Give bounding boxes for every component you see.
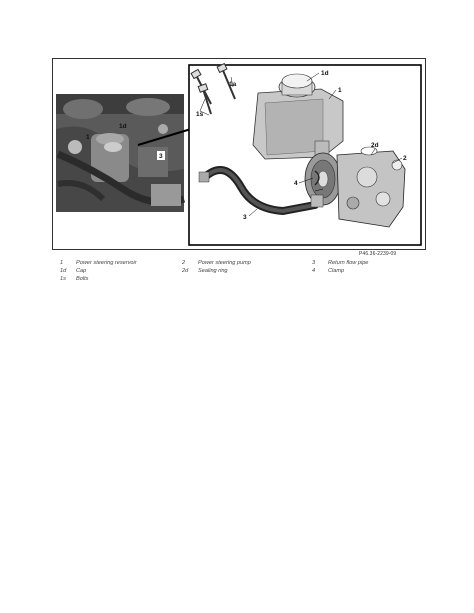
inset-callout-1d: 1d <box>119 123 127 130</box>
callout-1s: 1s <box>196 111 204 118</box>
legend-item: 4 Clamp <box>312 268 345 274</box>
inset-callout-1: 1 <box>86 134 90 141</box>
legend-item: 1d Cap <box>60 268 87 274</box>
legend-item: 2 Power steering pump <box>182 260 251 266</box>
legend-item: 1s Bolts <box>60 276 89 282</box>
callout-2d: 2d <box>371 142 379 149</box>
callout-3: 3 <box>243 214 247 221</box>
legend-item: 3 Return flow pipe <box>312 260 369 266</box>
figure-frame <box>52 58 426 250</box>
callout-4: 4 <box>294 180 298 187</box>
legend-item: 2d Sealing ring <box>182 268 228 274</box>
power-steering-illustration <box>53 59 425 249</box>
legend-item: 1 Power steering reservoir <box>60 260 137 266</box>
inset-callout-3: 3 <box>159 153 163 160</box>
callout-1: 1 <box>338 87 342 94</box>
callout-1d: 1d <box>321 70 329 77</box>
callout-1a: 1a <box>229 81 237 88</box>
figure-reference: P46.36-2239-09 <box>359 251 397 257</box>
callout-2: 2 <box>403 155 407 162</box>
